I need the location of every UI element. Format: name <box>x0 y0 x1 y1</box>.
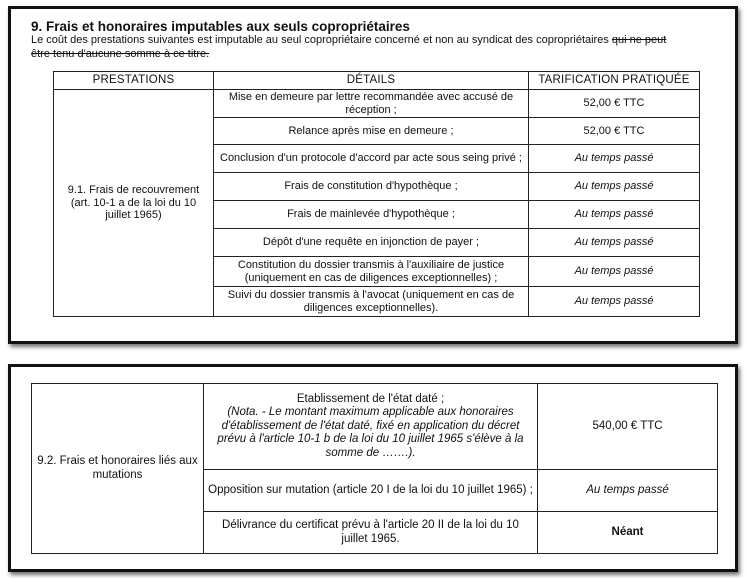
intro-struck-text-1: qui ne peut <box>611 34 667 46</box>
tarif-cell: 540,00 € TTC <box>538 384 718 470</box>
detail-cell: Frais de constitution d'hypothèque ; <box>214 173 529 201</box>
mutations-table <box>31 383 718 554</box>
table-row <box>54 90 700 118</box>
table-header-row <box>54 72 700 90</box>
header-details: DÉTAILS <box>214 72 529 90</box>
detail-cell: Dépôt d'une requête en injonction de payer ; <box>214 229 529 257</box>
header-tarification: TARIFICATION PRATIQUÉE <box>529 72 700 90</box>
detail-cell: Constitution du dossier transmis à l'auxiliaire de justice (uniquement en cas de diligences exceptionnelles) ; <box>214 257 529 287</box>
recouvrement-table <box>53 71 700 317</box>
tarif-cell: Au temps passé <box>529 173 700 201</box>
section-intro <box>31 34 721 61</box>
detail-cell: Opposition sur mutation (article 20 I de la loi du 10 juillet 1965) ; <box>204 470 538 512</box>
detail-cell: Conclusion d'un protocole d'accord par acte sous seing privé ; <box>214 145 529 173</box>
tarif-cell: Au temps passé <box>529 229 700 257</box>
tarif-cell: 52,00 € TTC <box>529 90 700 118</box>
section-title: 9. Frais et honoraires imputables aux seuls copropriétaires <box>31 19 410 34</box>
detail-text: Etablissement de l'état daté ; <box>296 392 445 405</box>
prestation-cell: 9.2. Frais et honoraires liés aux mutations <box>32 384 204 554</box>
prestation-cell: 9.1. Frais de recouvrement (art. 10-1 a de la loi du 10 juillet 1965) <box>54 90 214 317</box>
detail-cell: Suivi du dossier transmis à l'avocat (uniquement en cas de diligences exceptionnelles). <box>214 287 529 317</box>
table-row <box>32 384 718 470</box>
intro-text: Le coût des prestations suivantes est imputable au seul copropriétaire concerné et non au syndicat des copropriétaires <box>31 34 612 46</box>
header-prestations: PRESTATIONS <box>54 72 214 90</box>
tarif-cell: Au temps passé <box>538 470 718 512</box>
tarif-cell: Au temps passé <box>529 201 700 229</box>
detail-cell: Relance après mise en demeure ; <box>214 118 529 145</box>
detail-cell: Mise en demeure par lettre recommandée avec accusé de réception ; <box>214 90 529 118</box>
section-9-panel <box>8 6 738 344</box>
tarif-cell: 52,00 € TTC <box>529 118 700 145</box>
tarif-cell: Au temps passé <box>529 145 700 173</box>
tarif-cell: Au temps passé <box>529 257 700 287</box>
detail-cell: Délivrance du certificat prévu à l'article 20 II de la loi du 10 juillet 1965. <box>204 512 538 554</box>
tarif-cell: Néant <box>538 512 718 554</box>
nota-text: (Nota. - Le montant maximum applicable aux honoraires d'établissement de l'état daté, fixé en application du décret prévu à l'article 10-1 b de la loi du 10 juillet 1965 s'élève à la somme de …….). <box>217 406 524 459</box>
detail-cell <box>204 384 538 470</box>
intro-struck-text-2: être tenu d'aucune somme à ce titre. <box>31 47 210 60</box>
tarif-cell: Au temps passé <box>529 287 700 317</box>
section-9-2-panel <box>8 364 738 572</box>
detail-cell: Frais de mainlevée d'hypothèque ; <box>214 201 529 229</box>
